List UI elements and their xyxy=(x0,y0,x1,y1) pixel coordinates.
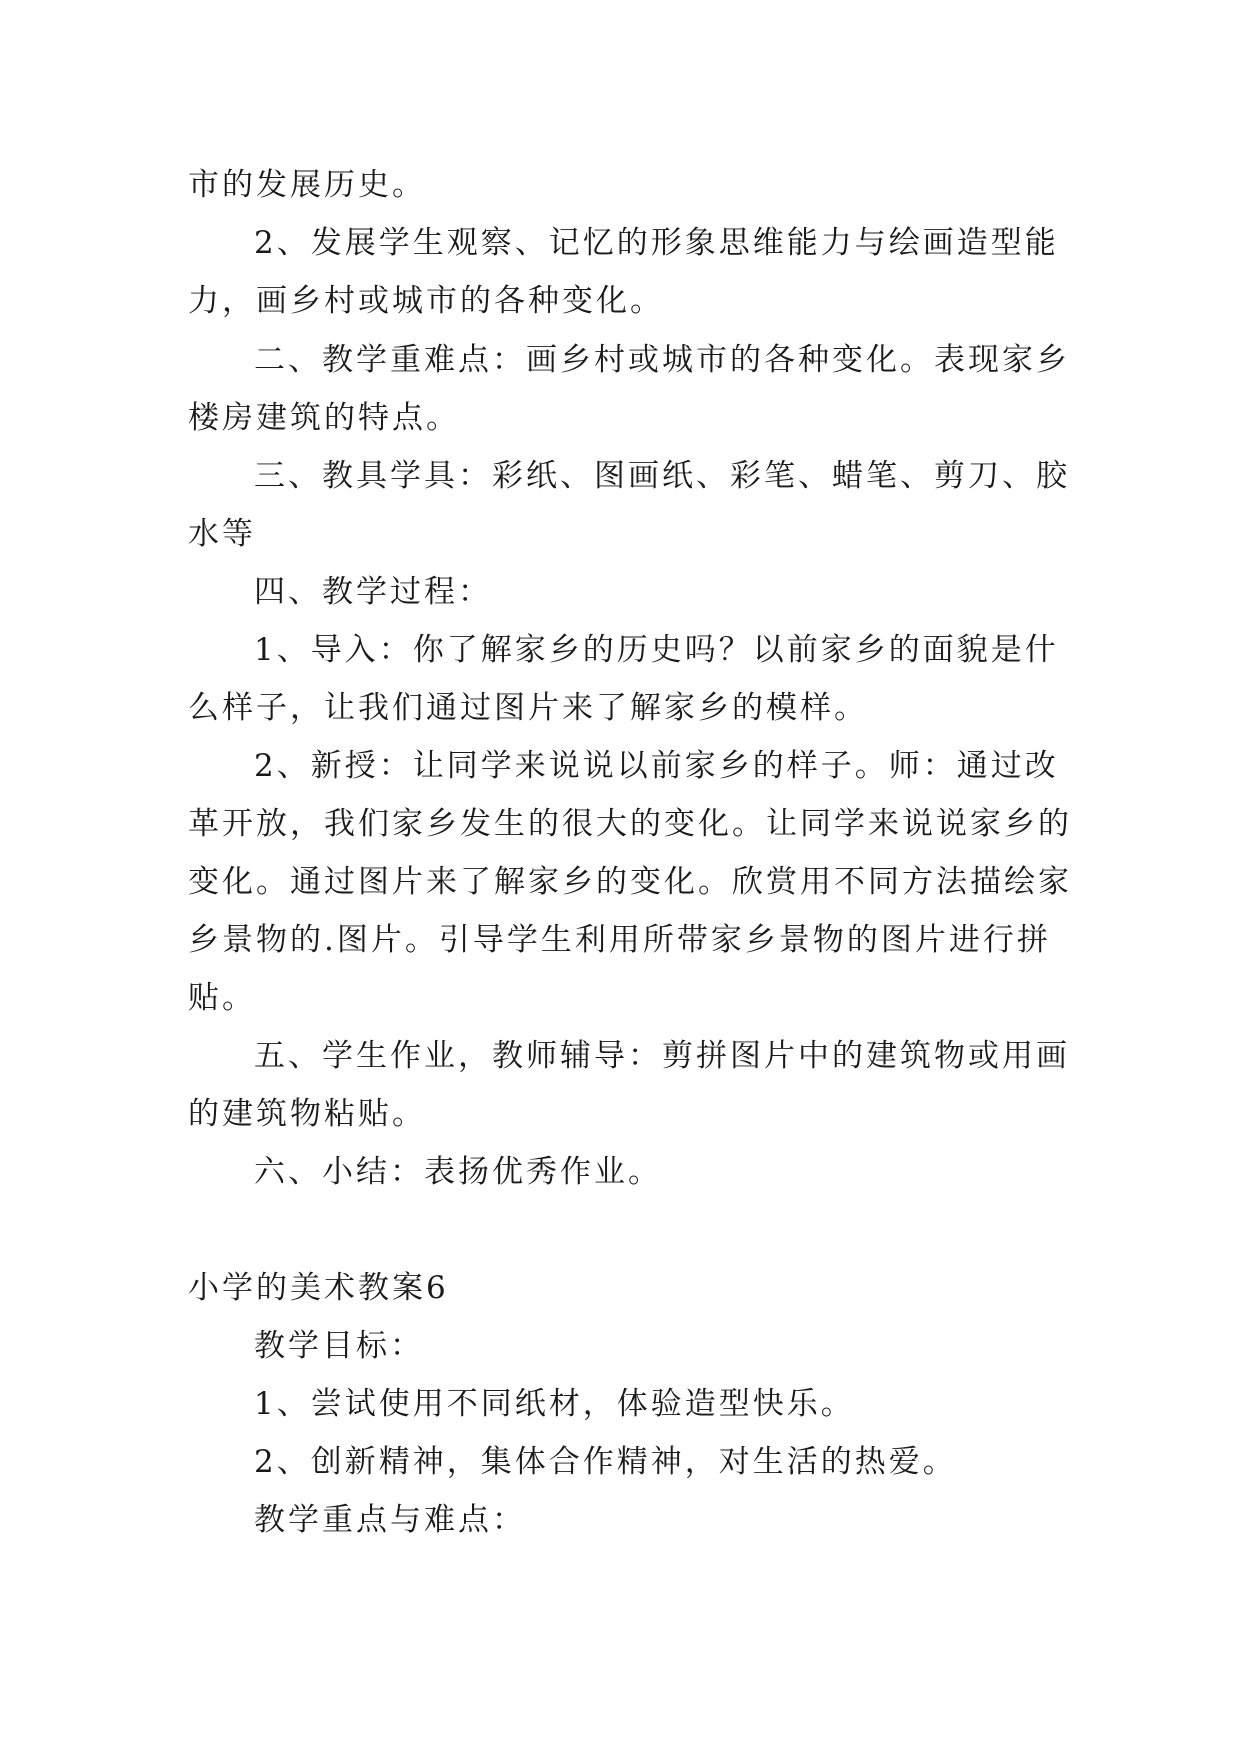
text-line: 教学重点与难点： xyxy=(254,1502,526,1538)
text-line: 的建筑物粘贴。 xyxy=(188,1096,426,1132)
text-line: 1、导入：你了解家乡的历史吗？以前家乡的面貌是什 xyxy=(254,632,1059,668)
text-line: 二、教学重难点：画乡村或城市的各种变化。表现家乡 xyxy=(254,342,1070,378)
text-line: 楼房建筑的特点。 xyxy=(188,400,460,436)
text-line: 市的发展历史。 xyxy=(188,167,426,203)
text-line: 1、尝试使用不同纸材，体验造型快乐。 xyxy=(254,1386,855,1422)
text-line: 教学目标： xyxy=(254,1328,424,1364)
text-line: 三、教具学具：彩纸、图画纸、彩笔、蜡笔、剪刀、胶 xyxy=(254,458,1070,494)
text-line: 2、发展学生观察、记忆的形象思维能力与绘画造型能 xyxy=(254,225,1059,261)
text-line: 力，画乡村或城市的各种变化。 xyxy=(188,283,664,319)
text-line: 六、小结：表扬优秀作业。 xyxy=(254,1154,662,1190)
text-line: 四、教学过程： xyxy=(254,574,492,610)
text-line: 革开放，我们家乡发生的很大的变化。让同学来说说家乡的 xyxy=(188,806,1072,842)
text-line: 变化。通过图片来了解家乡的变化。欣赏用不同方法描绘家 xyxy=(188,864,1072,900)
text-line: 贴。 xyxy=(188,980,256,1016)
text-line: 水等 xyxy=(188,516,256,552)
text-line: 2、新授：让同学来说说以前家乡的样子。师：通过改 xyxy=(254,748,1059,784)
text-line: 2、创新精神，集体合作精神，对生活的热爱。 xyxy=(254,1444,957,1480)
text-line: 乡景物的.图片。引导学生利用所带家乡景物的图片进行拼 xyxy=(188,922,1051,958)
text-line: 么样子，让我们通过图片来了解家乡的模样。 xyxy=(188,690,868,726)
section-heading: 小学的美术教案6 xyxy=(188,1270,449,1306)
text-line: 五、学生作业，教师辅导：剪拼图片中的建筑物或用画 xyxy=(254,1038,1070,1074)
